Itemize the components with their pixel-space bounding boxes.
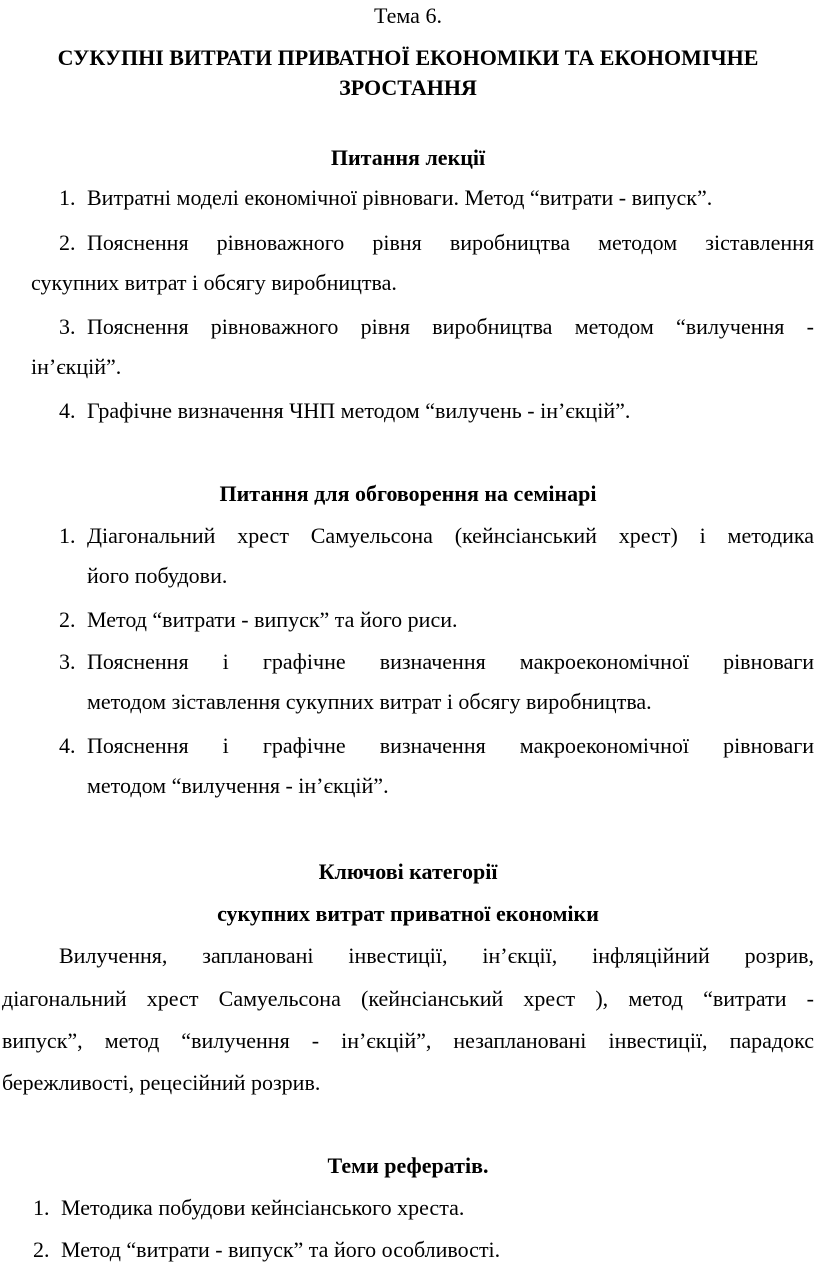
lecture-item-1-number: 1. xyxy=(59,185,76,210)
key-categories-text-line-4: бережливості, рецесійний розрив. xyxy=(2,1070,321,1095)
seminar-item-4-number: 4. xyxy=(59,733,76,758)
seminar-item-4-text-line-1: Пояснення і графічне визначення макроекономічної рівноваги xyxy=(87,733,814,758)
lecture-item-2-text-line-1: Пояснення рівноважного рівня виробництва методом зіставлення xyxy=(87,230,814,255)
lecture-item-1-text: Витратні моделі економічної рівноваги. Метод “витрати - випуск”. xyxy=(87,185,713,210)
lecture-item-3-number: 3. xyxy=(59,314,76,339)
lecture-item-2-text-line-2: сукупних витрат і обсягу виробництва. xyxy=(31,270,397,295)
lecture-item-3-text-line-1: Пояснення рівноважного рівня виробництва методом “вилучення - xyxy=(87,314,814,339)
key-categories-text-line-3: випуск”, метод “вилучення - ін’єкцій”, незаплановані інвестиції, парадокс xyxy=(2,1028,814,1053)
essay-item-2-number: 2. xyxy=(33,1237,50,1262)
seminar-item-1-number: 1. xyxy=(59,523,76,548)
essay-item-1-text: Методика побудови кейнсіанського хреста. xyxy=(61,1195,465,1220)
seminar-item-3-text-line-1: Пояснення і графічне визначення макроекономічної рівноваги xyxy=(87,649,814,674)
lecture-heading: Питання лекції xyxy=(330,145,486,170)
lecture-item-4-number: 4. xyxy=(59,398,76,423)
seminar-item-3-text-line-2: методом зіставлення сукупних витрат і обсягу виробництва. xyxy=(87,689,652,714)
essay-item-2-text: Метод “витрати - випуск” та його особливості. xyxy=(61,1237,501,1262)
lecture-item-4-text: Графічне визначення ЧНП методом “вилучень - ін’єкцій”. xyxy=(87,398,631,423)
key-categories-heading-line-1: Ключові категорії xyxy=(318,859,498,884)
seminar-item-1-text-line-1: Діагональний хрест Самуельсона (кейнсіанський хрест) і методика xyxy=(87,523,814,548)
title-line-1: СУКУПНІ ВИТРАТИ ПРИВАТНОЇ ЕКОНОМІКИ ТА ЕКОНОМІЧНЕ xyxy=(57,45,759,70)
essays-heading: Теми рефератів. xyxy=(327,1153,489,1178)
key-categories-heading-line-2: сукупних витрат приватної економіки xyxy=(217,901,599,926)
seminar-item-3-number: 3. xyxy=(59,649,76,674)
seminar-item-2-number: 2. xyxy=(59,607,76,632)
essay-item-1-number: 1. xyxy=(33,1195,50,1220)
seminar-heading: Питання для обговорення на семінарі xyxy=(219,481,597,506)
title-line-2: ЗРОСТАННЯ xyxy=(339,75,477,100)
key-categories-text-line-1: Вилучення, заплановані інвестиції, ін’єкції, інфляційний розрив, xyxy=(59,943,814,968)
lecture-item-2-number: 2. xyxy=(59,230,76,255)
seminar-item-1-text-line-2: його побудови. xyxy=(87,563,228,588)
seminar-item-2-text: Метод “витрати - випуск” та його риси. xyxy=(87,607,458,632)
lecture-item-3-text-line-2: ін’єкцій”. xyxy=(31,354,122,379)
seminar-item-4-text-line-2: методом “вилучення - ін’єкцій”. xyxy=(87,773,389,798)
topic-label: Тема 6. xyxy=(374,3,442,28)
key-categories-text-line-2: діагональний хрест Самуельсона (кейнсіанський хрест ), метод “витрати - xyxy=(2,986,814,1011)
